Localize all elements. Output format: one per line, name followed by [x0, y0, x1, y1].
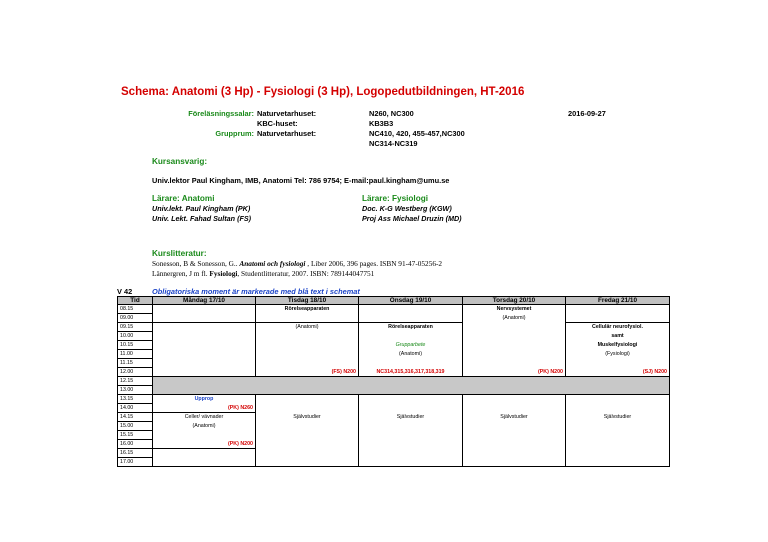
tue-cell	[256, 395, 359, 404]
fri-cell	[566, 359, 670, 368]
fri-cell	[566, 440, 670, 449]
thu-room: (PK) N200	[463, 368, 566, 377]
thu-cell	[463, 449, 566, 458]
tue-cell	[256, 314, 359, 323]
table-row	[118, 341, 670, 350]
table-row	[118, 305, 670, 314]
forelasning-place-1: Naturvetarhuset:	[257, 109, 317, 118]
teacher-fysiologi-2: Proj Ass Michael Druzin (MD)	[362, 214, 462, 223]
fri-cell	[566, 314, 670, 323]
wed-cell	[359, 449, 463, 458]
time-cell: 09.15	[118, 323, 153, 332]
kursansvarig-text: Univ.lektor Paul Kingham, IMB, Anatomi Tel: 786 9754; E-mail:paul.kingham@umu.se	[152, 176, 450, 185]
table-row	[118, 431, 670, 440]
wed-title: Rörelseapparaten	[359, 323, 463, 332]
table-row	[118, 449, 670, 458]
mon-cell	[153, 458, 256, 467]
wed-group: Grupparbete	[359, 341, 463, 350]
thu-cell	[463, 404, 566, 413]
fri-cell	[566, 305, 670, 314]
fri-title-1: Cellulär neurofysiol.	[566, 323, 670, 332]
table-row	[118, 458, 670, 467]
wed-cell	[359, 440, 463, 449]
tue-cell	[256, 458, 359, 467]
time-cell: 14.00	[118, 404, 153, 413]
fri-self: Självstudier	[566, 413, 670, 422]
table-row	[118, 323, 670, 332]
header-thursday: Torsdag 20/10	[463, 297, 566, 305]
wed-cell	[359, 359, 463, 368]
tue-cell	[256, 359, 359, 368]
mon-room-1: (PK) N260	[153, 404, 256, 413]
forelasning-label: Föreläsningssalar:	[188, 109, 254, 118]
mon-room-2: (PK) N200	[153, 440, 256, 449]
page-title: Schema: Anatomi (3 Hp) - Fysiologi (3 Hp), Logopedutbildningen, HT-2016	[121, 86, 525, 98]
wed-cell	[359, 305, 463, 314]
wed-cell	[359, 314, 463, 323]
table-row	[118, 359, 670, 368]
kursansvarig-heading: Kursansvarig:	[152, 157, 208, 166]
time-cell: 13.00	[118, 386, 153, 395]
mon-upprop: Upprop	[153, 395, 256, 404]
table-row	[118, 395, 670, 404]
header-monday: Måndag 17/10	[153, 297, 256, 305]
thu-cell	[463, 422, 566, 431]
thu-cell	[463, 458, 566, 467]
grupprum-room-1: NC410, 420, 455-457,NC300	[369, 129, 465, 138]
thu-cell	[463, 350, 566, 359]
time-cell: 08.15	[118, 305, 153, 314]
literature-line-1: Sonesson, B & Sonesson, G.. Anatomi och fysiologi , Liber 2006, 396 pages. ISBN 91-47-05256-2	[152, 259, 443, 268]
header-tuesday: Tisdag 18/10	[256, 297, 359, 305]
time-cell: 11.15	[118, 359, 153, 368]
time-cell: 16.15	[118, 449, 153, 458]
grupprum-place: Naturvetarhuset:	[257, 129, 317, 138]
thu-cell	[463, 323, 566, 332]
time-cell: 11.00	[118, 350, 153, 359]
schedule-table	[117, 296, 670, 467]
thu-self: Självstudier	[463, 413, 566, 422]
mon-cell	[153, 332, 256, 341]
tue-cell	[256, 341, 359, 350]
fri-title-3: Muskelfysiologi	[566, 341, 670, 350]
time-cell: 10.00	[118, 332, 153, 341]
fri-cell	[566, 422, 670, 431]
wed-cell	[359, 404, 463, 413]
thu-cell	[463, 395, 566, 404]
table-row	[118, 404, 670, 413]
teacher-anatomi-1: Univ.lekt. Paul Kingham (PK)	[152, 204, 251, 213]
tue-cell	[256, 404, 359, 413]
forelasning-room-1: N260, NC300	[369, 109, 414, 118]
header-friday: Fredag 21/10	[566, 297, 670, 305]
mon-cell	[153, 449, 256, 458]
mon-cell	[153, 350, 256, 359]
literature-line-2: Lännergren, J m fl. Fysiologi, Studentlitteratur, 2007. ISBN: 789144047751	[152, 269, 375, 278]
mon-title: Celler/ vävnader	[153, 413, 256, 422]
wed-cell	[359, 395, 463, 404]
time-cell: 09.00	[118, 314, 153, 323]
fri-cell	[566, 449, 670, 458]
tue-self: Självstudier	[256, 413, 359, 422]
table-row	[118, 422, 670, 431]
tue-cell	[256, 440, 359, 449]
table-row	[118, 314, 670, 323]
wed-self: Självstudier	[359, 413, 463, 422]
tue-cell	[256, 449, 359, 458]
fri-title-2: samt	[566, 332, 670, 341]
fri-cell	[566, 404, 670, 413]
time-cell: 15.00	[118, 422, 153, 431]
mon-cell	[153, 359, 256, 368]
table-row	[118, 377, 670, 386]
obligatory-note: Obligatoriska moment är markerade med blå text i schemat	[152, 287, 360, 296]
time-cell: 14.15	[118, 413, 153, 422]
thu-title: Nervsystemet	[463, 305, 566, 314]
teacher-fysiologi-1: Doc. K-G Westberg (KGW)	[362, 204, 452, 213]
fri-sub: (Fysiologi)	[566, 350, 670, 359]
tue-cell	[256, 431, 359, 440]
table-row	[118, 413, 670, 422]
tue-cell	[256, 332, 359, 341]
time-cell: 13.15	[118, 395, 153, 404]
wed-room: NC314,315,316,317,318,319	[359, 368, 463, 377]
tue-cell	[256, 422, 359, 431]
thu-sub: (Anatomi)	[463, 314, 566, 323]
schedule-header-row	[118, 297, 670, 305]
forelasning-place-2: KBC-huset:	[257, 119, 298, 128]
grupprum-room-2: NC314-NC319	[369, 139, 418, 148]
tue-cell	[256, 350, 359, 359]
fri-room: (SJ) N200	[566, 368, 670, 377]
wed-sub: (Anatomi)	[359, 350, 463, 359]
literature-heading: Kurslitteratur:	[152, 249, 207, 258]
mon-cell	[153, 341, 256, 350]
lunch-break	[153, 377, 670, 395]
time-cell: 17.00	[118, 458, 153, 467]
thu-cell	[463, 332, 566, 341]
tue-title: Rörelseapparaten	[256, 305, 359, 314]
table-row	[118, 350, 670, 359]
teacher-anatomi-2: Univ. Lekt. Fahad Sultan (FS)	[152, 214, 252, 223]
thu-cell	[463, 341, 566, 350]
thu-cell	[463, 431, 566, 440]
wed-cell	[359, 332, 463, 341]
wed-cell	[359, 431, 463, 440]
mon-cell	[153, 323, 256, 332]
thu-cell	[463, 359, 566, 368]
fri-cell	[566, 431, 670, 440]
grupprum-label: Grupprum:	[215, 129, 254, 138]
tue-sub: (Anatomi)	[256, 323, 359, 332]
thu-cell	[463, 440, 566, 449]
wed-cell	[359, 458, 463, 467]
table-row	[118, 332, 670, 341]
fri-cell	[566, 395, 670, 404]
mon-cell	[153, 305, 256, 314]
mon-cell	[153, 431, 256, 440]
forelasning-room-2: KB3B3	[369, 119, 394, 128]
week-label: V 42	[117, 287, 133, 296]
table-row	[118, 368, 670, 377]
time-cell: 10.15	[118, 341, 153, 350]
time-cell: 16.00	[118, 440, 153, 449]
mon-sub: (Anatomi)	[153, 422, 256, 431]
header-tid: Tid	[118, 297, 153, 305]
mon-cell	[153, 314, 256, 323]
date: 2016-09-27	[568, 109, 606, 118]
tue-room: (FS) N200	[256, 368, 359, 377]
header-wednesday: Onsdag 19/10	[359, 297, 463, 305]
time-cell: 12.00	[118, 368, 153, 377]
table-row	[118, 440, 670, 449]
teachers-anatomi-heading: Lärare: Anatomi	[152, 194, 215, 203]
time-cell: 15.15	[118, 431, 153, 440]
teachers-fysiologi-heading: Lärare: Fysiologi	[362, 194, 428, 203]
fri-cell	[566, 458, 670, 467]
mon-cell	[153, 368, 256, 377]
time-cell: 12.15	[118, 377, 153, 386]
wed-cell	[359, 422, 463, 431]
